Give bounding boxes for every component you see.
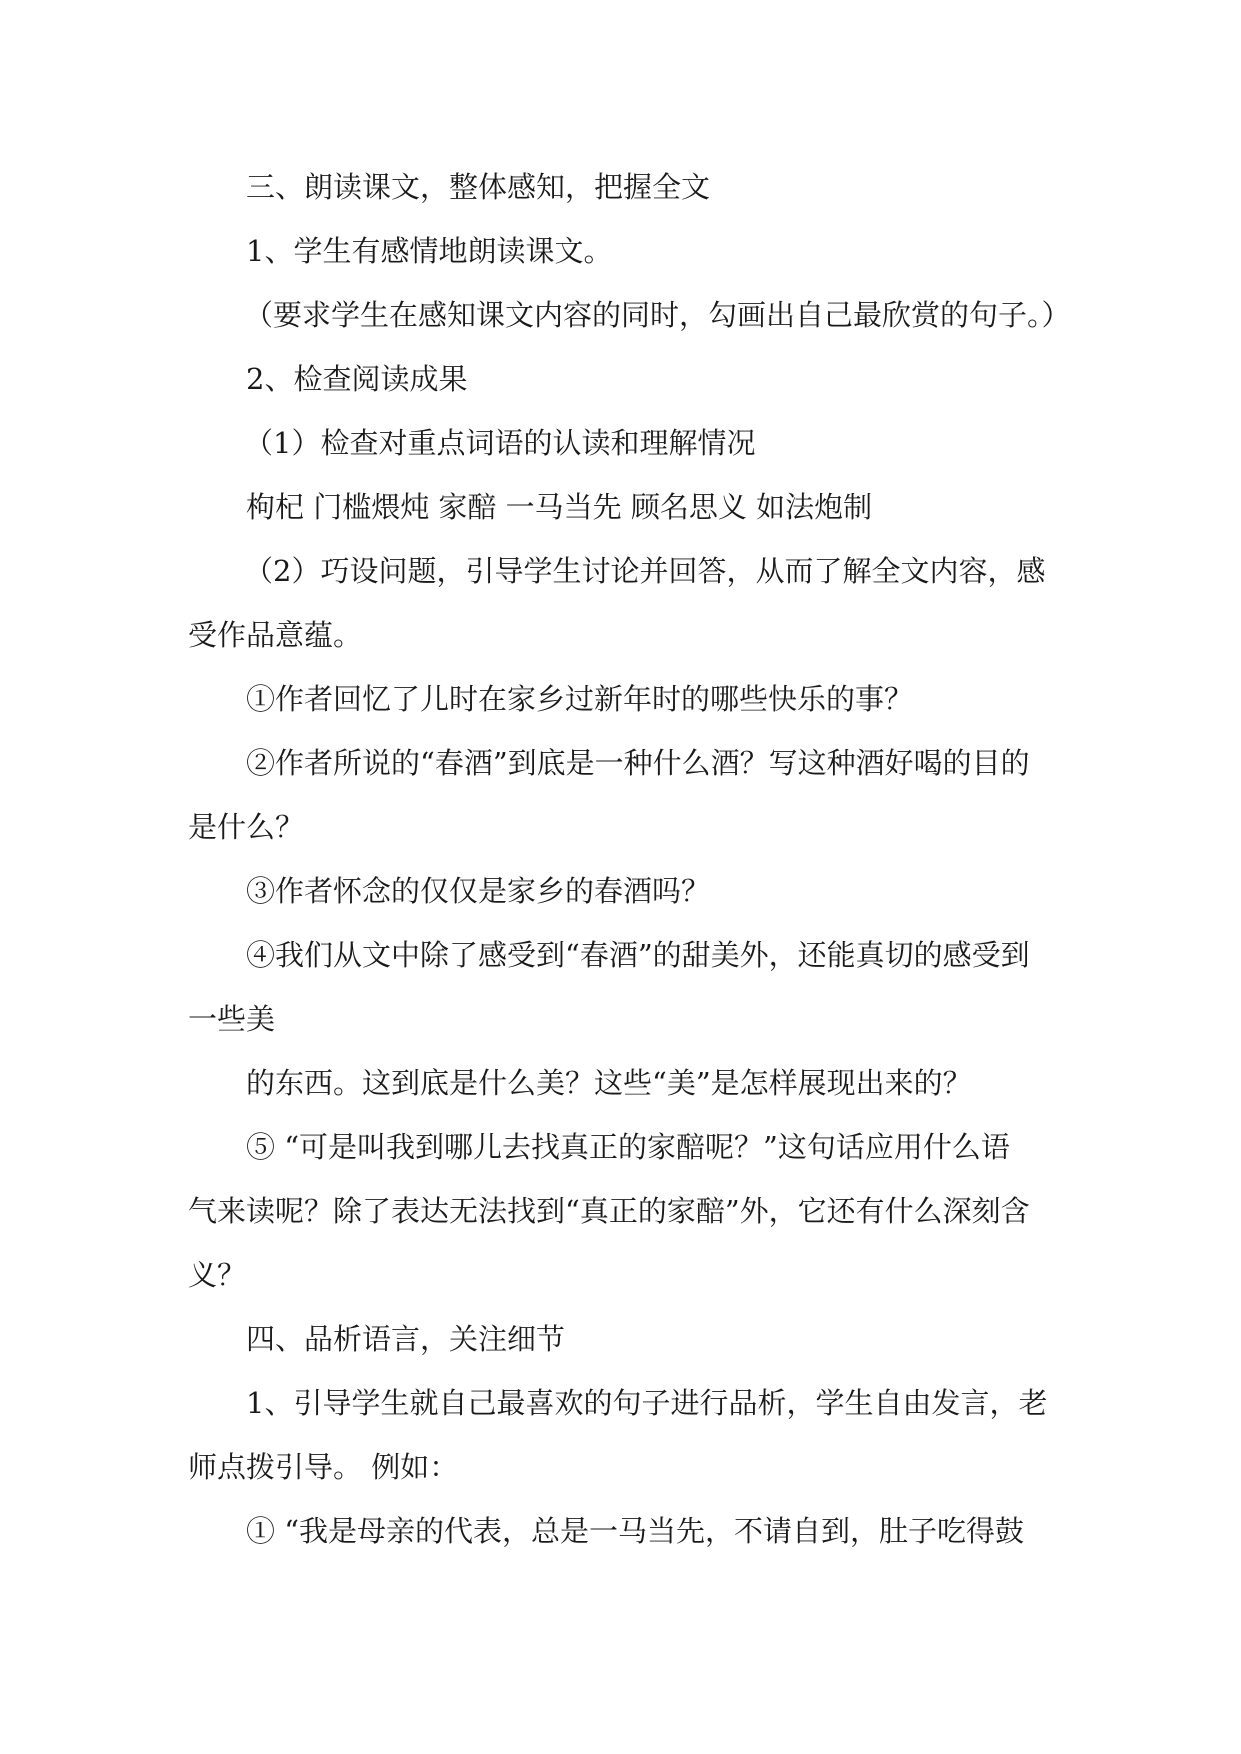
paragraph: （2）巧设问题，引导学生讨论并回答，从而了解全文内容，感 bbox=[244, 554, 1046, 588]
paragraph-continuation: 受作品意蕴。 bbox=[188, 618, 363, 652]
question-item: ④我们从文中除了感受到“春酒”的甜美外，还能真切的感受到 bbox=[246, 938, 1030, 972]
section-heading-4: 四、品析语言，关注细节 bbox=[246, 1322, 566, 1356]
paragraph-continuation: 义？ bbox=[188, 1258, 247, 1292]
question-item: ③作者怀念的仅仅是家乡的春酒吗？ bbox=[246, 874, 711, 908]
paragraph-continuation: 的东西。这到底是什么美？这些“美”是怎样展现出来的？ bbox=[246, 1066, 972, 1100]
paragraph: 1、学生有感情地朗读课文。 bbox=[246, 234, 613, 268]
paragraph: （要求学生在感知课文内容的同时，勾画出自己最欣赏的句子。） bbox=[244, 298, 1071, 332]
question-item: ①作者回忆了儿时在家乡过新年时的哪些快乐的事？ bbox=[246, 682, 914, 716]
question-item: ⑤ “可是叫我到哪儿去找真正的家醅呢？”这句话应用什么语 bbox=[246, 1130, 1010, 1164]
paragraph-continuation: 是什么？ bbox=[188, 810, 305, 844]
document-body bbox=[188, 155, 1071, 1563]
paragraph: 1、引导学生就自己最喜欢的句子进行品析，学生自由发言，老 bbox=[246, 1386, 1048, 1420]
paragraph-continuation: 气来读呢？除了表达无法找到“真正的家醅”外，它还有什么深刻含 bbox=[188, 1194, 1030, 1228]
paragraph: 2、检查阅读成果 bbox=[246, 362, 468, 396]
paragraph-continuation: 一些美 bbox=[188, 1002, 276, 1036]
section-heading-3: 三、朗读课文，整体感知，把握全文 bbox=[246, 170, 711, 204]
paragraph-continuation: 师点拨引导。 例如： bbox=[188, 1450, 459, 1484]
example-item: ① “我是母亲的代表，总是一马当先，不请自到，肚子吃得鼓 bbox=[246, 1514, 1025, 1548]
paragraph: （1）检查对重点词语的认读和理解情况 bbox=[244, 426, 756, 460]
question-item: ②作者所说的“春酒”到底是一种什么酒？写这种酒好喝的目的 bbox=[246, 746, 1030, 780]
vocabulary-list: 枸杞 门槛煨炖 家醅 一马当先 顾名思义 如法炮制 bbox=[246, 490, 873, 524]
